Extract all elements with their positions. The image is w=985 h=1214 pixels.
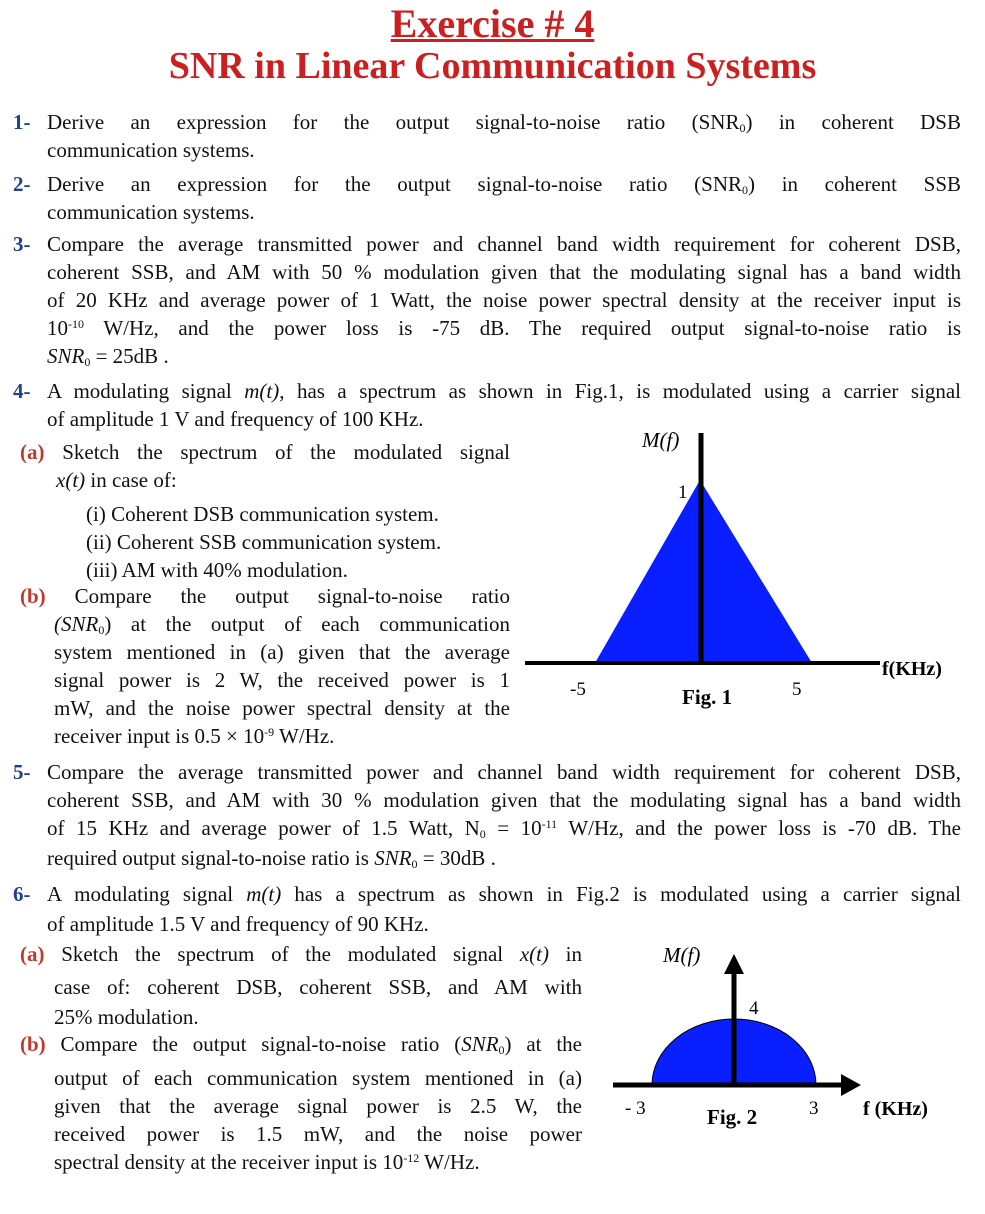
option-ii: (ii) Coherent SSB communication system. bbox=[86, 530, 442, 554]
fig2-xlabel: f (KHz) bbox=[863, 1098, 928, 1120]
figure-2 bbox=[605, 940, 975, 1170]
problem-6a: (a) Sketch the spectrum of the modulated signal x(t) in case of: coherent DSB, coherent SSB, and AM with 25% modulation. bbox=[20, 942, 582, 1029]
fig2-peak-label: 4 bbox=[749, 998, 759, 1019]
fig1-left-tick: -5 bbox=[570, 679, 586, 700]
exercise-title: Exercise # 4 bbox=[390, 1, 595, 46]
problem-number: 3- bbox=[13, 232, 31, 256]
problem-number: 6- bbox=[13, 882, 31, 906]
fig2-x-axis-arrow bbox=[841, 1074, 861, 1096]
option-iii: (iii) AM with 40% modulation. bbox=[86, 558, 348, 582]
problem-number: 1- bbox=[13, 110, 31, 134]
fig2-left-tick: - 3 bbox=[625, 1098, 646, 1119]
fig1-right-tick: 5 bbox=[792, 679, 802, 700]
fig2-y-axis-arrow bbox=[724, 954, 744, 974]
problem-number: 4- bbox=[13, 379, 31, 403]
fig1-peak-label: 1 bbox=[678, 482, 688, 503]
problem-4b: (b) Compare the output signal-to-noise ratio $(SNR_0)$ at the output of each communication system mentioned in (a) given that the average signal power is 2 W, the received power is 1 mW, and the noise power spectral density at the receiver input is $0.5 \times 10^{-9}$ W/Hz. bbox=[20, 584, 511, 748]
fig1-caption: Fig. 1 bbox=[682, 685, 733, 709]
fig1-ylabel: M(f) bbox=[642, 428, 680, 452]
fig2-ylabel: M(f) bbox=[663, 943, 701, 967]
problem-number: 2- bbox=[13, 172, 31, 196]
problem-text: Derive an expression for the output signal-to-noise ratio $(SNR_0)$ in coherent DSB communication systems. bbox=[47, 110, 961, 162]
problem-text: Compare the average transmitted power and channel band width requirement for coherent DSB, coherent SSB, and AM with 30 % modulation given that the modulating signal has a band width of 15 KHz and average power of 1.5 Watt, $N_0 = 10^{-11}$ W/Hz, and the power loss is -70 dB. The required output signal-to-noise ratio is $SNR_0 = 30dB$ . bbox=[47, 760, 961, 871]
problem-text: A modulating signal m(t), has a spectrum as shown in Fig.1, is modulated using a carrier signal of amplitude 1 V and frequency of 100 KHz. bbox=[47, 379, 962, 431]
problem-number: 5- bbox=[13, 760, 31, 784]
exercise-subtitle: SNR in Linear Communication Systems bbox=[168, 45, 817, 87]
fig1-xlabel: f(KHz) bbox=[882, 658, 942, 680]
figure-1 bbox=[520, 425, 980, 725]
fig2-right-tick: 3 bbox=[809, 1098, 819, 1119]
problem-text: Compare the average transmitted power and channel band width requirement for coherent DSB, coherent SSB, and AM with 50 % modulation given that the modulating signal has a band width of 20 KHz and average power of 1 Watt, the noise power spectral density at the receiver input is $10^{-10}$ W/Hz, and the power loss is -75 dB. The required output signal-to-noise ratio is $SNR_0 = 25dB$ . bbox=[47, 232, 961, 369]
problem-text: A modulating signal m(t) has a spectrum as shown in Fig.2 is modulated using a carrier signal of amplitude 1.5 V and frequency of 90 KHz. bbox=[47, 882, 962, 936]
problem-4a: (a) Sketch the spectrum of the modulated signal x(t) in case of: (i) Coherent DSB communication system. (ii) Coherent SSB communication system. (iii) AM with 40% modulation. bbox=[20, 440, 511, 582]
fig2-caption: Fig. 2 bbox=[707, 1105, 758, 1129]
option-i: (i) Coherent DSB communication system. bbox=[86, 502, 439, 526]
problem-6b: (b) Compare the output signal-to-noise ratio $(SNR_0)$ at the output of each communication system mentioned in (a) given that the average signal power is 2.5 W, the received power is 1.5 mW, and the noise power spectral density at the receiver input is $10^{-12}$ W/Hz. bbox=[20, 1032, 582, 1174]
problem-text: Derive an expression for the output signal-to-noise ratio $(SNR_0)$ in coherent SSB communication systems. bbox=[47, 172, 962, 224]
